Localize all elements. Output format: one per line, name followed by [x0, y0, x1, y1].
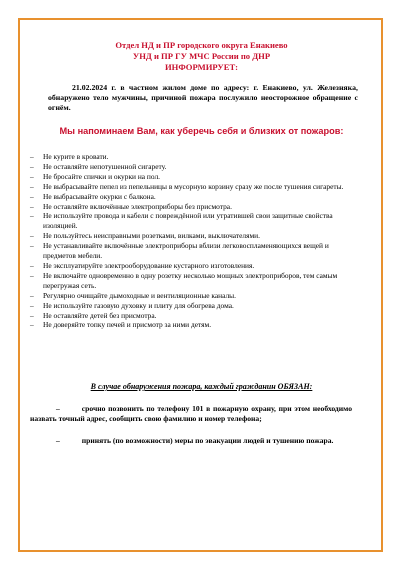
- dash-marker: –: [30, 191, 34, 201]
- dash-marker: –: [30, 161, 34, 171]
- dash-marker: –: [30, 290, 34, 300]
- list-item: – Не оставляйте детей без присмотра.: [30, 310, 157, 320]
- dash-marker: –: [30, 320, 34, 330]
- list-item: – Регулярно очищайте дымоходные и вентиляционные каналы.: [30, 290, 236, 300]
- obligation-item: [30, 404, 352, 424]
- dash-marker: –: [30, 201, 34, 211]
- list-item: – Не оставляйте непотушенной сигарету.: [30, 161, 167, 171]
- dash-marker: –: [30, 260, 34, 270]
- header-ministry: УНД и ПР ГУ МЧС России по ДНР: [132, 51, 271, 61]
- obligation-item: [30, 436, 352, 446]
- obligation-call-text: срочно позвонить по телефону 101 в пожарную охрану, при этом необходимо назвать точный адрес, сообщить свою фамилию и номер телефона;: [30, 404, 352, 423]
- dash-marker: –: [30, 310, 34, 320]
- list-item: – Не оставляйте включённые электроприборы без присмотра.: [30, 201, 232, 211]
- list-item: – Не выбрасывайте окурки с балкона.: [30, 191, 156, 201]
- obligation-evacuate-text: принять (по возможности) меры по эвакуации людей и тушению пожара.: [81, 436, 334, 445]
- obligation-title: В случае обнаружения пожара, каждый гражданин ОБЯЗАН:: [90, 382, 313, 391]
- dash-marker: –: [56, 436, 60, 445]
- list-item: – Не доверяйте топку печей и присмотр за ними детям.: [30, 320, 212, 330]
- fire-safety-rules-list: [30, 152, 350, 330]
- list-item: – Не используйте провода и кабели с повреждённой или утратившей свои защитные свойства изоляцией.: [30, 211, 333, 231]
- list-item: – Не пользуйтесь неисправными розетками, вилками, выключателями.: [30, 231, 260, 241]
- list-item: – Не выбрасывайте пепел из пепельницы в мусорную корзину сразу же после тушения сигареты.: [30, 181, 344, 191]
- dash-marker: –: [56, 404, 60, 413]
- dash-marker: –: [30, 231, 34, 241]
- dash-marker: –: [30, 270, 34, 280]
- list-item: – Не используйте газовую духовку и плиту для обогрева дома.: [30, 300, 234, 310]
- header-department: Отдел НД и ПР городского округа Енакиево: [115, 40, 288, 50]
- list-item: – Не бросайте спички и окурки на пол.: [30, 171, 161, 181]
- list-item: – Не курите в кровати.: [30, 152, 109, 161]
- list-item: – Не устанавливайте включённые электроприборы вблизи легковоспламеняющихся вещей и предметов мебели.: [30, 241, 329, 261]
- dash-marker: –: [30, 152, 34, 161]
- incident-paragraph: 21.02.2024 г. в частном жилом доме по адресу: г. Енакиево, ул. Железнякa, обнаружено тело мужчины, причиной пожара послужило неосторожное обращение с огнём.: [48, 83, 358, 112]
- list-item: – Не включайте одновременно в одну розетку несколько мощных электроприборов, тем самым перегружая сеть.: [30, 270, 338, 290]
- header-informs: ИНФОРМИРУЕТ:: [164, 62, 239, 72]
- dash-marker: –: [30, 241, 34, 251]
- reminder-title: Мы напоминаем Вам, как уберечь себя и близких от пожаров:: [59, 126, 344, 136]
- list-item: – Не эксплуатируйте электрооборудование кустарного изготовления.: [30, 260, 255, 270]
- dash-marker: –: [30, 211, 34, 221]
- dash-marker: –: [30, 300, 34, 310]
- dash-marker: –: [30, 181, 34, 191]
- dash-marker: –: [30, 171, 34, 181]
